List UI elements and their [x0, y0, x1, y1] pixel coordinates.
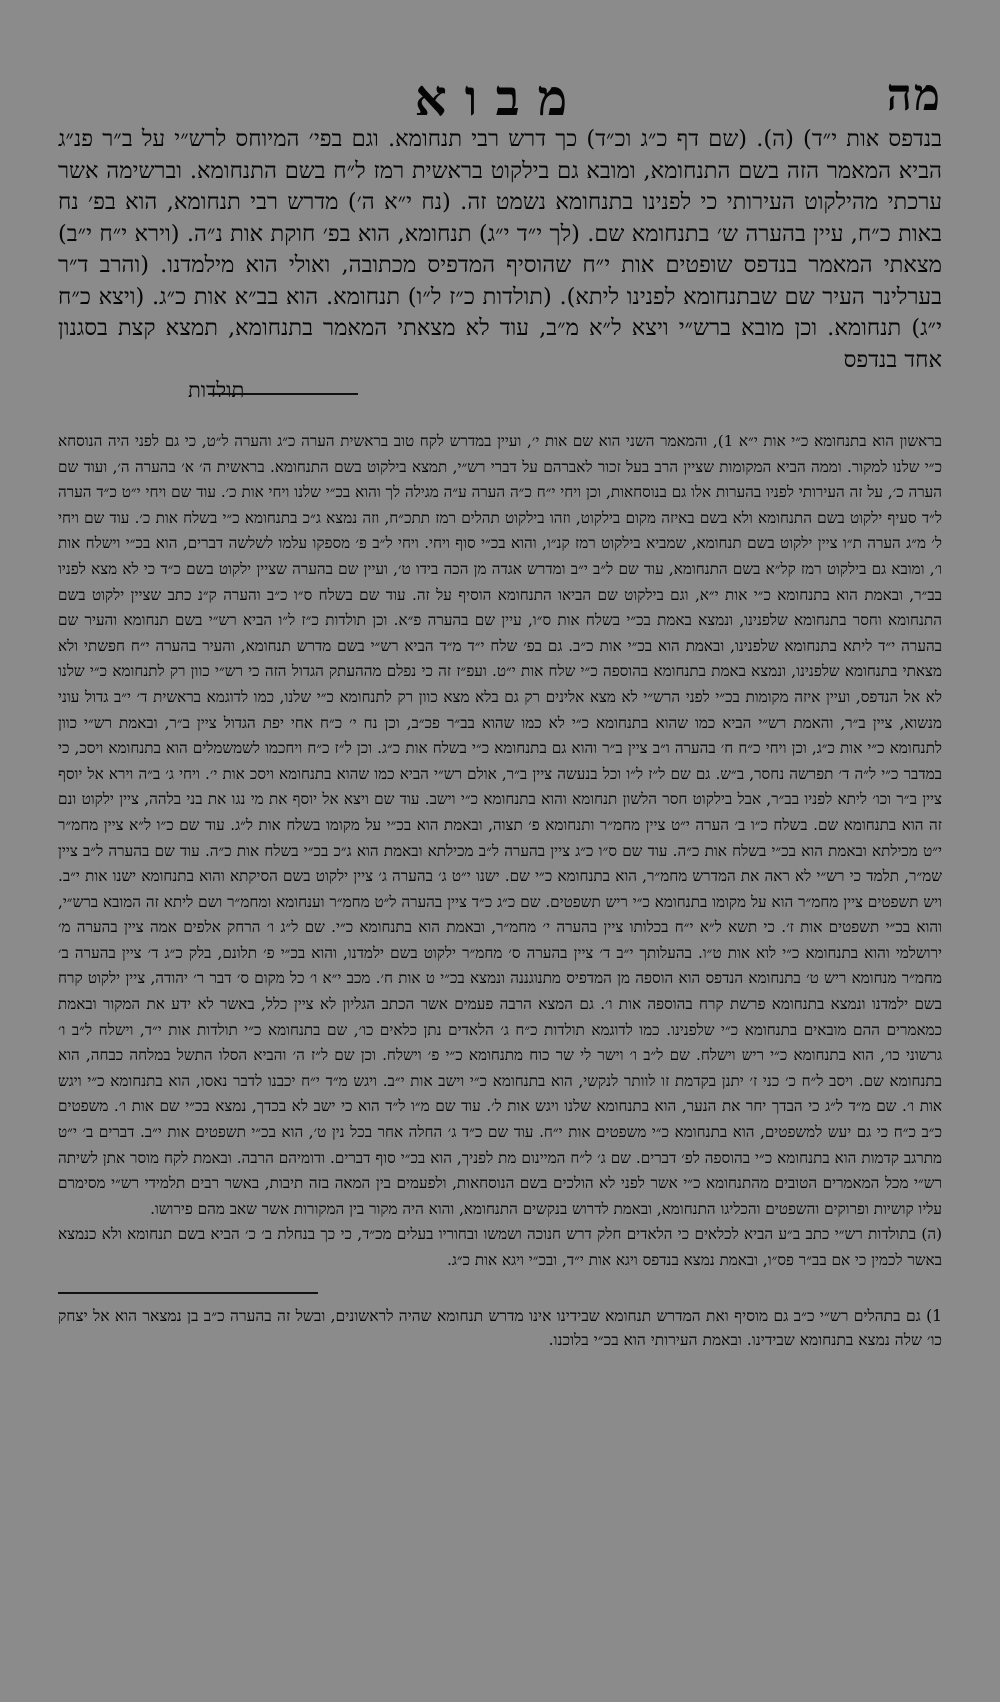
footnote-divider	[58, 1292, 318, 1294]
page-title: מבוא	[414, 68, 586, 127]
notes-paragraph-1: בראשון הוא בתנחומא כ״י אות י״א 1), והמאמר השני הוא שם אות י׳, ועיין במדרש לקח טוב בראשית הערה כ״ג והערה ל״ט, כי גם לפני היה הנוסחא כ״י שלנו למקור. וממה הביא המקומות שציין הרב בעל זכור לאברהם על דברי רש״י, תמצא בילקוט בשם התנחומא. בראשית ה׳ א׳ בהערה ה׳, ועוד שם הערה כ׳, על זה העירותי לפניו בהערות אלו גם בנוסחאות, וכן ויחי י״ח כ״ה הערה ע״ה מגילה לך והוא בכ״י שלנו ויחי אות כ׳. עוד שם ויחי י״ט כ״ד הערה ל״ד סעיף ילקוט בשם התנחומא ולא בשם באיזה מקום בילקוט, וזהו בילקוט תהלים רמז תתכ״ח, וזה נמצא ג״כ בתנחומא כ״י בשלח אות כ׳. עוד שם ויחי ל׳ מ״ג הערה ת״ו ציין ילקוט בשם תנחומא, שמביא בילקוט רמז קנ״ו, והוא בכ״י סוף ויחי. ויחי ל״ב פ׳ מספקו עלמו לשלשה דברים, הוא בכ״י וישלח אות ו׳, ומובא גם בילקוט רמז קל״א בשם התנחומא, עוד שם ל״ב י״ב ומדרש אגדה מן הכה בידו ט׳, ועיין שם בהערה שציין ילקוט בשם כ״ד כי לא מצא לפניו בב״ר, ובאמת הוא בתנחומא כ״י אות י״א, וגם בילקוט שם הביאו התנחומא הוסיף על זה. עוד שם בשלח ס״ו כ״ב והערה ק״נ כתב שציין ילקוט בשם התנחומא וחסר בתנחומא שלפנינו, ונמצא באמת בכ״י בשלח אות ס״ו, עיין שם בהערה פ״א. וכן תולדות כ״ז ל״ו הביא רש״י בשם תנחומא והעיר שם בהערה י״ד ליתא בתנחומא שלפנינו, ובאמת הוא בכ״י אות כ״ב. גם בפ׳ שלח י״ד מ״ד הביא רש״י בשם מדרש תנחומא, והעיר בהערה י״ח חפשתי ולא מצאתי בתנחומא שלפנינו, ונמצא באמת בתנחומא בהוספה כ״י שלח אות י״ט. ועפ״ז זה כי נפלם מההעתק הגדול הזה כי רש״י כוון רק לתנחומא כ״י שלנו לא אל הנדפס, ועיין איזה מקומות בכ״י לפני הרש״י לא מצא אלינים רק גם בלא מצא כוון רק לתנחומא כ״י שלנו, כמו לדוגמא בראשית ד׳ י״ב גדול עוני מנשוא, ציין ב״ר, והאמת רש״י הביא כמו שהוא בתנחומא כ״י לא כמו שהוא בב״ר פכ״ב, וכן נח י׳ כ״ח אחי יפת הגדול ציין ב״ר, ובאמת רש״י כוון לתנחומא כ״י אות כ״ג, וכן ויחי כ״ח ח׳ בהערה ו״ב ציין ב״ר והוא גם בתנחומא כ״י בשלח אות כ״ג. וכן ל״ז כ״ח ויחכמו לשמשמלים הוא בתנחומא ויסכ, כי במדבר כ״י ל״ה ד׳ תפרשה נחסר, ב״ש. גם שם ל״ז ל״ו וכל בנעשה ציין ב״ר, אולם רש״י הביא כמו שהוא בתנחומא ויסכ אות י׳. ויחי ג׳ ב״ה וירא אל יוסף ציין ב״ר וכו׳ ליתא לפניו בב״ר, אבל בילקוט חסר הלשון תנחומא והוא בתנחומא כ״י וישב. עוד שם ויצא אל יוסף את מי נגו את בני בלהה, ציין ילקוט ונם זה הוא בתנחומא שם. בשלח כ״ו ב׳ הערה י״ט ציין מחמ״ר ותנחומא פ׳ תצוה, ובאמת הוא בכ״י על מקומו בשלח אות ל״ג. עוד שם כ״ו ל״א ציין מחמ״ר י״ט מכילתא ובאמת הוא בכ״י בשלח אות כ״ה. עוד שם ס״ו כ״ג ציין בהערה ל״ב מכילתא ובאמת הוא ג״כ בכ״י בשלח אות כ״ה. עוד שם בהערה ל״ב ציין שמ״ר, תלמד כי רש״י לא ראה את המדרש מחמ״ר, הוא בתנחומא כ״י שם. ישנו י״ט ג׳ בהערה ג׳ ציין ילקוט בשם הסיקתא והוא בתנחומא ישנו אות י״ב. ויש תשפטים ציין מחמ״ר הוא על מקומו בתנחומא כ״י ריש תשפטים. שם כ״ג כ״ד ציין בהערה ל״ט מחמ״ר וענחומא ומחמ״ר ושם ליתא זה המובא ברש״י, והוא בכ״י תשפטים אות ז׳. כי תשא ל״א י״ח בכלותו ציין בהערה י׳ מחמ״ר, ובאמת הוא בתנחומא כ״י. שם ל״ג ו׳ הרחק אלפים אמה ציין בהערה מ׳ ירושלמי והוא בתנחומא כ״י לוא אות ט״ו. בהעלותך י״ב ד׳ ציין בהערה ס׳ מחמ״ר ילקוט בשם ילמדנו, והוא בכ״י פ׳ תלונם, בלק כ״ג ד׳ ציין בהערה ב׳ מחמ״ר מנחומא ריש ט׳ בתנחומא הנדפס הוא הוספה מן המדפיס מתנוגננה ונמצא בכ״י ט אות ח׳. מכב י״א ו׳ כל מקום ס׳ דבר ר׳ יהודה, ציין ילקוט קרח בשם ילמדנו ונמצא בתנחומא פרשת קרח בהוספה אות ו׳. גם המצא הרבה פעמים אשר הכתב הגליון לא ציין כלל, באשר לא ידע את המקור ובאמת כמאמרים ההם מובאים בתנחומא כ״י שלפנינו. כמו לדוגמא תולדות כ״ח ג׳ הלאדים נתן כלאים כו׳, שם בתנחומא כ״י תולדות אות י״ד, וישלח ל״ב ו׳ גרשוני כו׳, הוא בתנחומא כ״י ריש וישלח. שם ל״ב ו׳ וישר לי שר כוח מתנחומא כ״י פ׳ וישלח. וכן שם ל״ז ה׳ והביא הסלו התשל במלחה כבחה, הוא בתנחומא שם. ויסב ל״ח כ׳ כני ז׳ יתנן בקדמת זו לוותר לנקשי, הוא בתנחומא כ״י וישב אות י״ב. ויגש מ״ד י״ח יכבנו לדבר נאסו, הוא בתנחומא כ״י ויגש אות ו׳. שם מ״ד ל״ג כי הבדך יחר את הנער, הוא בתנחומא שלנו ויגש אות ל׳. עוד שם מ״ו ל״ד הוא כי ישב לא בכדך, נמצא בכ״י שם אות ו׳. משפטים כ״ב כ״ח כי גם יעש למשפטים, הוא בתנחומא כ״י משפטים אות י״ח. עוד שם כ״ד ג׳ החלה אחר בכל נין ט׳, הוא בכ״י תשפטים אות י״ב. דברים ב׳ י״ט מתרגב קדמות הוא בתנחומא כ״י בהוספה לפ׳ דברים. שם ג׳ ל״ח המיינום מת לפניך, הוא בכ״י סוף דברים. ודומיהם הרבה. ובאמת לקח מוסר אתן לשיתה רש״י מכל המאמרים הטובים מהתנחומא כ״י אשר לפני לא הולכים בשם הנוסחאות, ולפעמים בין המאה בזה תיבות, באשר רבים תלמידי רש״י מסימרם עליו קושיות ופרוקים והשפטים והכליגו התנחומא, ובאמת לדרוש בנקשים התנחומא, והוא היה מקור בין המקורות אשר שאב מהם פירושו.	[58, 432, 942, 1218]
section-rule-row	[58, 403, 942, 411]
notes-paragraph-2: (ה) בתולדות רש״י כתב ב״ע הביא לכלאים כי הלאדים חלק דרש חנוכה ושמשו ובחוריו בעלים מכ״ד, כי כך בנחלת ב׳ כ׳ הביא בשם תנחומא ולא כנמצא באשר לכמין כי אם בב״ר פס״ו, ובאמת נמצא בנדפס ויגא אות י״ד, ובכ״י ויגא אות כ״ג.	[58, 1225, 942, 1269]
main-paragraph: בנדפס אות י״ד) (ה). (שם דף כ״ג וכ״ד) כך דרש רבי תנחומא. וגם בפי׳ המיוחס לרש״י על ב״ר פנ״ג הביא המאמר הזה בשם התנחומא, ומובא גם בילקוט בראשית רמז ל״ח בשם התנחומא. וברשימה אשר ערכתי מהילקוט העירותי כי לפנינו בתנחומא נשמט זה. (נח י״א ה׳) מדרש רבי תנחומא, הוא בפ׳ נח באות כ״ח, עיין בהערה ש׳ בתנחומא שם. (לך י״ד י״ג) תנחומא, הוא בפ׳ חוקת אות נ״ה. (וירא י״ח י״ב) מצאתי המאמר בנדפס שופטים אות י״ח שהוסיף המדפיס מכתובה, ואולי הוא מילמדנו. (והרב ד״ר בערלינר העיר שם שבתנחומא לפנינו ליתא). (תולדות כ״ז ל״ו) תנחומא. הוא בב״א אות כ״ג. (ויצא כ״ח י״ג) תנחומא. וכן מובא ברש״י ויצא ל״א מ״ב, עוד לא מצאתי המאמר בתנחומא, תמצא קצת בסגנון אחד בנדפס	[58, 126, 942, 373]
section-divider	[208, 393, 358, 395]
page-header	[58, 60, 942, 127]
footnote: 1) גם בתהלים רש״י כ״ב גם מוסיף ואת המדרש תנחומא שבידינו אינו מדרש תנחומא שהיה לראשונים, ובשל זה בהערה כ״ב בן נמצאר הוא אל יצחק כו׳ שלה נמצא בתנחומא שבידינו. ובאמת העירותי הוא בכ״י בלוכנו.	[58, 1306, 942, 1349]
notes-section	[58, 429, 942, 1274]
page-number: מה	[886, 70, 942, 121]
catchword: תולדות	[188, 378, 245, 402]
